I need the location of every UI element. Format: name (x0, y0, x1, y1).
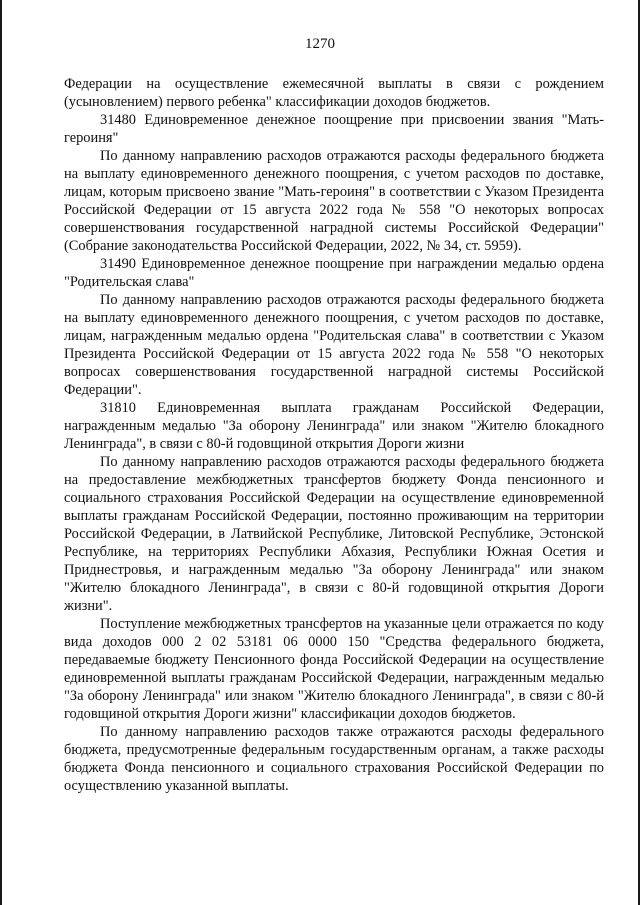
heading-31810: 31810 Единовременная выплата гражданам Российской Федерации, награжденным медалью "За оборону Ленинграда" или знаком "Жителю блокадного Ленинграда", в связи с 80-й годовщиной открытия Дороги жизни (64, 400, 604, 452)
paragraph-continuation: Федерации на осуществление ежемесячной выплаты в связи с рождением (усыновлением) первого ребенка" классификации доходов бюджетов. (64, 76, 604, 110)
paragraph-31480-description: По данному направлению расходов отражаются расходы федерального бюджета на выплату единовременного денежного поощрения, с учетом расходов по доставке, лицам, которым присвоено звание "Мать-героиня" в соответствии с Указом Президента Российской Федерации от 15 августа 2022 года № 558 "О некоторых вопросах совершенствования государственной наградной системы Российской Федерации" (Собрание законодательства Российской Федерации, 2022, № 34, ст. 5959). (64, 148, 604, 254)
paragraph-transfers-income-code: Поступление межбюджетных трансфертов на указанные цели отражается по коду вида доходов 000 2 02 53181 06 0000 150 "Средства федерального бюджета, передаваемые бюджету Пенсионного фонда Российской Федерации на осуществление единовременной выплаты гражданам Российской Федерации, награжденным медалью "За оборону Ленинграда" или знаком "Жителю блокадного Ленинграда", в связи с 80-й годовщиной открытия Дороги жизни" классификации доходов бюджетов. (64, 616, 604, 722)
paragraph-additional-expenses: По данному направлению расходов также отражаются расходы федерального бюджета, предусмотренные федеральным государственным органам, а также расходы бюджета Фонда пенсионного и социального страхования Российской Федерации по осуществлению указанной выплаты. (64, 724, 604, 794)
heading-31480: 31480 Единовременное денежное поощрение при присвоении звания "Мать-героиня" (64, 112, 604, 146)
paragraph-31490-description: По данному направлению расходов отражаются расходы федерального бюджета на выплату единовременного денежного поощрения, с учетом расходов по доставке, лицам, награжденным медалью ордена "Родительская слава" в соответствии с Указом Президента Российской Федерации от 15 августа 2022 года № 558 "О некоторых вопросах совершенствования государственной наградной системы Российской Федерации". (64, 292, 604, 398)
heading-31490: 31490 Единовременное денежное поощрение при награждении медалью ордена "Родительская слава" (64, 256, 604, 290)
page-number: 1270 (305, 36, 335, 52)
scan-border-left (0, 0, 2, 905)
paragraph-31810-description: По данному направлению расходов отражаются расходы федерального бюджета на предоставление межбюджетных трансфертов бюджету Фонда пенсионного и социального страхования Российской Федерации на осуществление единовременной выплаты гражданам Российской Федерации, постоянно проживающим на территории Российской Федерации, в Латвийской Республике, Литовской Республике, Эстонской Республике, на территориях Республики Абхазия, Республики Южная Осетия и Приднестровья, и награжденным медалью "За оборону Ленинграда" или знаком "Жителю блокадного Ленинграда", в связи с 80-й годовщиной открытия Дороги жизни". (64, 454, 604, 614)
document-body (64, 75, 604, 795)
